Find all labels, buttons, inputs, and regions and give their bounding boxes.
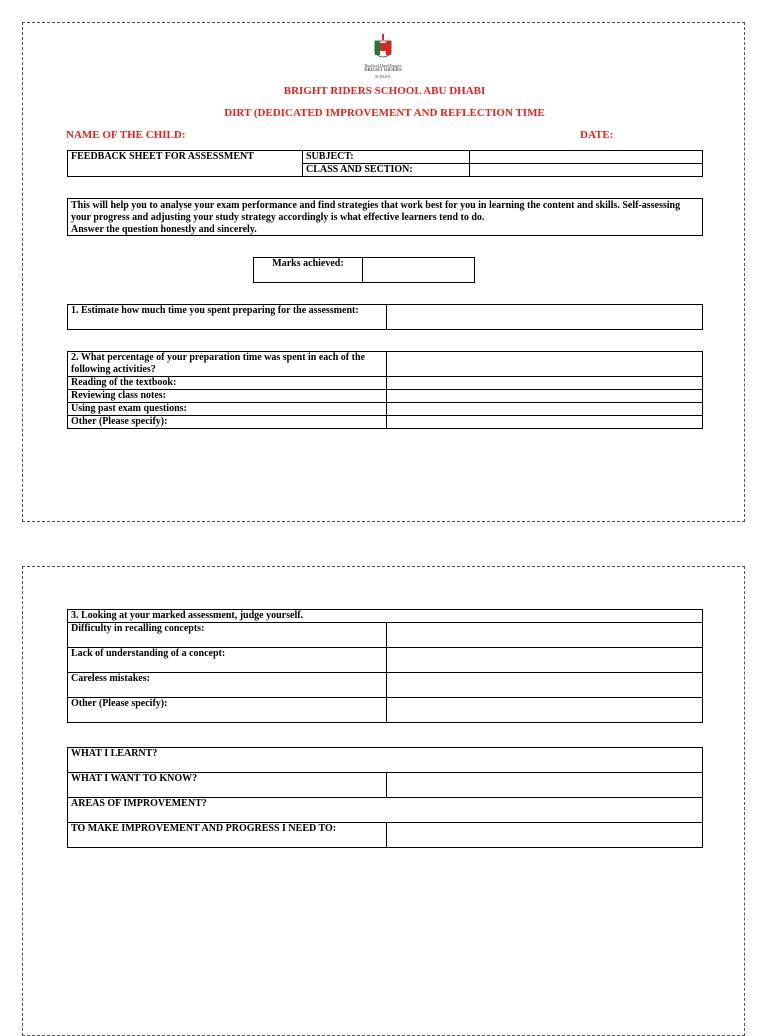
logo-text-3: SCHOOL [374,74,391,79]
activity-answer[interactable] [387,403,703,416]
judgement-label: Difficulty in recalling concepts: [68,623,387,648]
activity-answer[interactable] [387,416,703,429]
school-logo [358,33,408,81]
activity-label: Other (Please specify): [68,416,387,429]
table-row [68,748,703,773]
class-section-field[interactable] [470,164,703,177]
judgement-answer[interactable] [387,623,703,648]
marks-field[interactable] [363,258,475,283]
subject-label: SUBJECT: [303,151,470,164]
question-three-table [67,609,703,723]
logo-text-2: BRIGHT RIDERS [364,68,402,73]
subject-field[interactable] [470,151,703,164]
what-i-want-to-know-label: WHAT I WANT TO KNOW? [68,773,387,798]
table-row [68,798,703,823]
document-title: DIRT (DEDICATED IMPROVEMENT AND REFLECTION TIME [224,107,545,119]
areas-of-improvement-label: AREAS OF IMPROVEMENT? [68,798,703,823]
table-row [68,623,703,648]
table-row [68,698,703,723]
activity-answer[interactable] [387,390,703,403]
judgement-answer[interactable] [387,673,703,698]
what-i-want-to-know-answer[interactable] [387,773,703,798]
question-three-title: 3. Looking at your marked assessment, judge yourself. [68,610,703,623]
instructions-text: This will help you to analyse your exam performance and find strategies that work best for you in learning the content and skills. Self-assessing your progress and adjusting your study strategy accordingly is what effective learners tend to do. [71,200,681,223]
date-label: DATE: [580,129,614,141]
table-row [68,390,703,403]
activity-answer[interactable] [387,377,703,390]
judgement-label: Other (Please specify): [68,698,387,723]
table-row [68,673,703,698]
judgement-label: Lack of understanding of a concept: [68,648,387,673]
question-one-table [67,304,703,330]
table-row [68,377,703,390]
question-two-table [67,351,703,429]
question-one-answer[interactable] [387,305,703,330]
improvement-needs-answer[interactable] [387,823,703,848]
table-row [68,773,703,798]
child-name-label: NAME OF THE CHILD: [66,129,186,141]
marks-table [253,257,475,283]
table-row [68,403,703,416]
feedback-info-table [67,150,703,177]
judgement-answer[interactable] [387,698,703,723]
activity-label: Reviewing class notes: [68,390,387,403]
table-row [68,823,703,848]
page-two [22,566,745,1036]
reflection-table [67,747,703,848]
instructions-note: Answer the question honestly and sincerely. [71,224,257,235]
what-i-learnt-label: WHAT I LEARNT? [68,748,703,773]
judgement-answer[interactable] [387,648,703,673]
question-two-text: 2. What percentage of your preparation time was spent in each of the following activities? [68,352,387,377]
question-two-answer[interactable] [387,352,703,377]
logo-text-1: Bradford Hand Empire [364,63,402,68]
table-row [68,416,703,429]
activity-label: Reading of the textbook: [68,377,387,390]
table-row [68,648,703,673]
activity-label: Using past exam questions: [68,403,387,416]
page-one [22,22,745,522]
school-name: BRIGHT RIDERS SCHOOL ABU DHABI [283,85,486,97]
judgement-label: Careless mistakes: [68,673,387,698]
instructions-box [67,198,703,236]
question-one-text: 1. Estimate how much time you spent preparing for the assessment: [68,305,387,330]
marks-label: Marks achieved: [254,258,363,283]
class-section-label: CLASS AND SECTION: [303,164,470,177]
feedback-sheet-title: FEEDBACK SHEET FOR ASSESSMENT [68,151,303,177]
improvement-needs-label: TO MAKE IMPROVEMENT AND PROGRESS I NEED TO: [68,823,387,848]
